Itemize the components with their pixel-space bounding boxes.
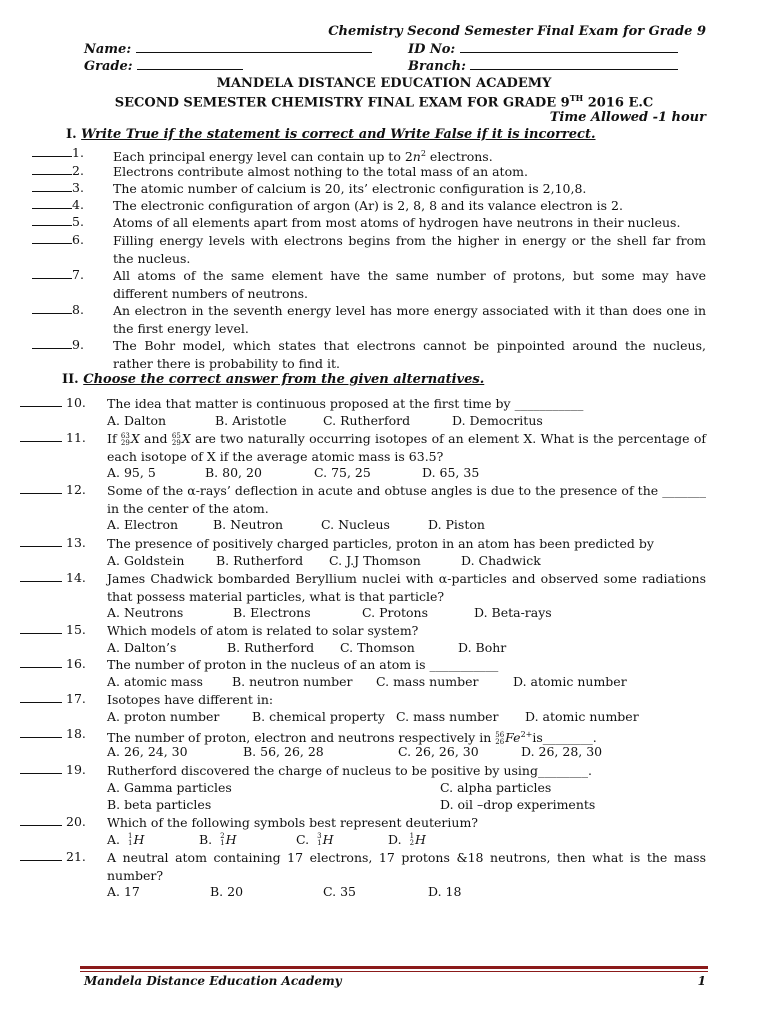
answer-line[interactable] — [32, 163, 72, 175]
hydrogen-isotope-symbol: H — [322, 831, 334, 847]
isotope-1-symbol: X — [130, 431, 140, 446]
option-b[interactable] — [199, 832, 237, 848]
question-number: 9. — [72, 337, 84, 352]
hydrogen-isotope — [410, 832, 426, 847]
question-text: The electronic configuration of argon (Ar) is 2, 8, 8 and its valance electron is 2. — [113, 198, 623, 213]
question-number: 18. — [66, 726, 86, 741]
answer-blank-3[interactable] — [32, 180, 84, 195]
answer-blank-9[interactable] — [32, 337, 84, 352]
option-b[interactable]: B. Rutherford — [216, 552, 304, 568]
isotope-2-mass: 65 — [171, 431, 181, 440]
answer-line[interactable] — [20, 814, 62, 826]
answer-blank-17[interactable] — [20, 691, 86, 706]
option-d[interactable]: D. oil –drop experiments — [440, 796, 596, 812]
section2-heading — [62, 372, 484, 387]
option-c[interactable]: C. Rutherford — [323, 412, 411, 428]
q18-text-c: is________. — [532, 730, 597, 746]
question-text: James Chadwick bombarded Beryllium nuclei with α-particles and observed some radiations that possess material particles, what is that particle? — [107, 571, 706, 604]
branch-label: Branch: — [408, 59, 466, 74]
footer-page-number: 1 — [697, 974, 706, 988]
time-allowed: Time Allowed -1 hour — [549, 110, 706, 125]
option-d[interactable]: D. Piston — [428, 517, 485, 532]
question-text: Some of the α-rays’ deflection in acute and obtuse angles is due to the presence of the _______ in the center of the atom. — [107, 483, 706, 516]
answer-blank-1[interactable] — [32, 145, 84, 160]
answer-line[interactable] — [20, 535, 62, 547]
option-d[interactable]: D. 26, 28, 30 — [521, 743, 603, 759]
option-letter: B. — [199, 831, 213, 847]
option-letter: C. — [296, 831, 310, 847]
hydrogen-isotope-atomic: 1 — [220, 839, 225, 847]
question-number: 20. — [66, 814, 86, 829]
option-d[interactable]: D. Chadwick — [461, 552, 541, 568]
question-number: 12. — [66, 482, 86, 497]
option-d[interactable]: D. Bohr — [458, 639, 507, 655]
q11-text-a: If — [107, 431, 121, 446]
answer-line[interactable] — [20, 482, 62, 494]
q1-text-a: Each principal energy level can contain up to 2 — [113, 149, 413, 165]
question-text: The presence of positively charged particles, proton in an atom has been predicted by — [107, 536, 654, 551]
option-b[interactable]: B. beta particles — [107, 796, 212, 812]
question-text: Which of the following symbols best represent deuterium? — [107, 815, 478, 830]
option-d[interactable]: D. atomic number — [513, 673, 627, 689]
question-text — [107, 430, 706, 465]
section2-numeral: II. — [62, 372, 79, 387]
question-text: The idea that matter is continuous proposed at the first time by ___________ — [107, 396, 584, 411]
grade-field — [84, 58, 243, 74]
option-d[interactable]: D. 18 — [428, 884, 462, 899]
answer-line[interactable] — [20, 430, 62, 442]
hydrogen-isotope-symbol: H — [133, 831, 145, 847]
hydrogen-isotope-mass: 1 — [128, 832, 133, 840]
id-field — [408, 41, 678, 57]
name-label: Name: — [84, 42, 132, 57]
answer-blank-11[interactable] — [20, 430, 86, 445]
option-c[interactable]: C. 35 — [323, 884, 356, 899]
iron-ion-atomic: 26 — [495, 737, 505, 746]
isotope-1-atomic: 29 — [120, 438, 130, 447]
name-blank[interactable] — [136, 41, 372, 53]
answer-blank-13[interactable] — [20, 535, 86, 550]
option-c[interactable]: C. Nucleus — [321, 517, 390, 532]
question-text: Electrons contribute almost nothing to the total mass of an atom. — [113, 164, 528, 179]
q11-text-c: are two naturally occurring isotopes of an element X. What is the percentage of each isotope of X if the average atomic mass is 63.5? — [107, 431, 706, 464]
isotope-2-numbers — [172, 433, 181, 447]
answer-blank-21[interactable] — [20, 849, 86, 864]
answer-line[interactable] — [32, 232, 72, 244]
section2-instruction: Choose the correct answer from the given alternatives. — [83, 372, 485, 387]
answer-blank-15[interactable] — [20, 622, 86, 637]
option-c[interactable]: C. Thomson — [340, 639, 415, 655]
answer-blank-18[interactable] — [20, 726, 86, 741]
option-c[interactable]: C. Protons — [362, 605, 428, 620]
answer-line[interactable] — [32, 267, 72, 279]
option-a[interactable]: A. Dalton — [107, 412, 167, 428]
hydrogen-isotope — [128, 832, 144, 847]
id-blank[interactable] — [460, 41, 678, 53]
question-text: An electron in the seventh energy level has more energy associated with it than does one in the first energy level. — [113, 303, 706, 336]
answer-line[interactable] — [20, 656, 62, 668]
option-b[interactable]: B. neutron number — [232, 673, 353, 689]
answer-line[interactable] — [20, 762, 62, 774]
answer-line[interactable] — [32, 214, 72, 226]
answer-blank-5[interactable] — [32, 214, 84, 229]
answer-line[interactable] — [20, 849, 62, 861]
q1-n: n — [412, 149, 421, 165]
answer-line[interactable] — [20, 691, 62, 703]
q11-text-b: and — [139, 431, 172, 446]
option-a[interactable]: A. Dalton’s — [107, 639, 177, 655]
answer-line[interactable] — [32, 302, 72, 314]
isotope-1 — [121, 431, 140, 446]
q1-text-b: electrons. — [425, 149, 493, 165]
exam-year: 2016 E.C — [587, 95, 654, 111]
option-a[interactable]: A. atomic mass — [107, 673, 203, 689]
isotope-2 — [172, 431, 191, 446]
option-c[interactable]: C. 75, 25 — [314, 465, 371, 480]
question-number: 11. — [66, 430, 86, 445]
iron-ion-numbers — [495, 732, 504, 746]
option-b[interactable]: B. 56, 26, 28 — [243, 743, 324, 759]
grade-label: Grade: — [84, 59, 133, 74]
answer-line[interactable] — [20, 570, 62, 582]
option-b[interactable]: B. Rutherford — [227, 639, 315, 655]
answer-line[interactable] — [32, 180, 72, 192]
option-a[interactable]: A. proton number — [107, 708, 220, 724]
grade-blank[interactable] — [137, 58, 243, 70]
name-field — [84, 41, 372, 57]
hydrogen-isotope-mass: 3 — [317, 832, 322, 840]
question-number: 13. — [66, 535, 86, 550]
isotope-1-numbers — [121, 433, 130, 447]
option-a[interactable]: A. Electron — [107, 517, 179, 532]
question-number: 16. — [66, 656, 86, 671]
hydrogen-isotope-atomic: 2 — [409, 839, 415, 847]
question-number: 2. — [72, 163, 84, 178]
option-d[interactable]: D. atomic number — [525, 708, 639, 724]
hydrogen-isotope-numbers — [317, 833, 321, 847]
answer-blank-2[interactable] — [32, 163, 84, 178]
option-a[interactable] — [107, 832, 144, 848]
section1-numeral: I. — [66, 127, 77, 142]
footer-rule-thick — [80, 966, 708, 969]
answer-blank-14[interactable] — [20, 570, 86, 585]
option-d[interactable]: D. 65, 35 — [422, 465, 480, 480]
hydrogen-isotope-mass: 1 — [409, 832, 415, 840]
question-number: 15. — [66, 622, 86, 637]
section1-heading — [66, 127, 596, 142]
branch-field — [408, 58, 678, 74]
hydrogen-isotope-mass: 2 — [220, 832, 225, 840]
iron-ion-symbol: Fe — [505, 730, 521, 746]
answer-blank-19[interactable] — [20, 762, 86, 777]
answer-line[interactable] — [32, 145, 72, 157]
section1-instruction: Write True if the statement is correct and Write False if it is incorrect. — [81, 127, 596, 142]
question-text: Atoms of all elements apart from most atoms of hydrogen have neutrons in their nucleus. — [113, 215, 681, 230]
q18-text-a: The number of proton, electron and neutrons respectively in — [107, 730, 496, 746]
answer-line[interactable] — [32, 337, 72, 349]
iron-ion-mass: 56 — [495, 730, 505, 739]
option-a[interactable]: A. Gamma particles — [107, 779, 232, 795]
isotope-2-symbol: X — [181, 431, 191, 446]
hydrogen-isotope-numbers — [410, 833, 414, 847]
question-text: Filling energy levels with electrons begins from the higher in energy or the shell far from the nucleus. — [113, 233, 706, 266]
option-d[interactable]: D. Democritus — [452, 412, 543, 428]
question-number: 14. — [66, 570, 86, 585]
question-text: The number of proton in the nucleus of an atom is ___________ — [107, 657, 499, 672]
option-letter: D. — [388, 831, 402, 847]
answer-blank-10[interactable] — [20, 395, 86, 410]
option-c[interactable]: C. mass number — [376, 673, 479, 689]
option-b[interactable]: B. chemical property — [252, 708, 385, 724]
answer-line[interactable] — [20, 395, 62, 407]
exam-title-sup: TH — [569, 93, 584, 103]
q1-exponent: 2 — [420, 149, 426, 158]
question-number: 1. — [72, 145, 84, 160]
hydrogen-isotope-symbol: H — [415, 831, 426, 847]
hydrogen-isotope-atomic: 1 — [317, 839, 322, 847]
option-b[interactable]: B. Aristotle — [215, 412, 287, 428]
option-d[interactable]: D. Beta-rays — [474, 605, 552, 620]
question-text: The atomic number of calcium is 20, its’ electronic configuration is 2,10,8. — [113, 181, 587, 196]
answer-line[interactable] — [32, 197, 72, 209]
question-number: 4. — [72, 197, 84, 212]
hydrogen-isotope-numbers — [220, 833, 224, 847]
iron-ion-charge: 2+ — [520, 730, 533, 739]
hydrogen-isotope-symbol: H — [225, 831, 237, 847]
question-number: 17. — [66, 691, 86, 706]
question-text: All atoms of the same element have the same number of protons, but some may have different numbers of neutrons. — [113, 268, 706, 301]
option-c[interactable]: C. J.J Thomson — [329, 552, 421, 568]
branch-blank[interactable] — [470, 58, 678, 70]
question-number: 7. — [72, 267, 84, 282]
answer-line[interactable] — [20, 726, 62, 738]
question-number: 21. — [66, 849, 86, 864]
option-c[interactable] — [296, 832, 333, 848]
isotope-2-atomic: 29 — [171, 438, 181, 447]
exam-title-text: SECOND SEMESTER CHEMISTRY FINAL EXAM FOR GRADE 9 — [114, 95, 570, 111]
question-text: A neutral atom containing 17 electrons, 17 protons &18 neutrons, then what is the mass number? — [107, 850, 706, 883]
option-a[interactable]: A. 26, 24, 30 — [107, 743, 188, 759]
question-number: 6. — [72, 232, 84, 247]
question-number: 3. — [72, 180, 84, 195]
footer-school: Mandela Distance Education Academy — [84, 974, 342, 988]
option-b[interactable]: B. 80, 20 — [205, 465, 262, 480]
answer-blank-6[interactable] — [32, 232, 84, 247]
option-c[interactable]: C. alpha particles — [440, 779, 552, 795]
top-title: Chemistry Second Semester Final Exam for Grade 9 — [328, 24, 706, 39]
option-b[interactable]: B. 20 — [210, 884, 244, 899]
answer-blank-7[interactable] — [32, 267, 84, 282]
option-d[interactable] — [388, 832, 426, 848]
question-number: 10. — [66, 395, 86, 410]
option-b[interactable]: B. Neutron — [213, 517, 284, 532]
option-a[interactable]: A. Goldstein — [107, 552, 185, 568]
question-text: Which models of atom is related to solar system? — [107, 623, 419, 638]
footer-rule-thin — [80, 971, 708, 972]
option-a[interactable]: A. Neutrons — [107, 605, 184, 620]
option-b[interactable]: B. Electrons — [233, 605, 311, 620]
option-a[interactable]: A. 17 — [107, 884, 140, 899]
question-number: 5. — [72, 214, 84, 229]
hydrogen-isotope — [317, 832, 333, 847]
option-letter: A. — [107, 831, 121, 847]
answer-line[interactable] — [20, 622, 62, 634]
option-a[interactable]: A. 95, 5 — [107, 465, 156, 480]
school-name: MANDELA DISTANCE EDUCATION ACADEMY — [216, 76, 552, 91]
question-text: The Bohr model, which states that electrons cannot be pinpointed around the nucleus, rather there is probability to find it. — [113, 338, 706, 371]
isotope-1-mass: 63 — [120, 431, 130, 440]
question-text: Rutherford discovered the charge of nucleus to be positive by using________. — [107, 763, 592, 778]
option-c[interactable]: C. 26, 26, 30 — [398, 743, 479, 759]
answer-blank-20[interactable] — [20, 814, 86, 829]
exam-title — [0, 93, 768, 110]
question-number: 19. — [66, 762, 86, 777]
answer-blank-4[interactable] — [32, 197, 84, 212]
hydrogen-isotope-numbers — [128, 833, 132, 847]
hydrogen-isotope — [220, 832, 236, 847]
id-label: ID No: — [408, 42, 456, 57]
answer-blank-12[interactable] — [20, 482, 86, 497]
option-c[interactable]: C. mass number — [396, 708, 499, 724]
hydrogen-isotope-atomic: 1 — [128, 839, 133, 847]
answer-blank-8[interactable] — [32, 302, 84, 317]
answer-blank-16[interactable] — [20, 656, 86, 671]
question-text: Isotopes have different in: — [107, 692, 274, 707]
question-number: 8. — [72, 302, 84, 317]
